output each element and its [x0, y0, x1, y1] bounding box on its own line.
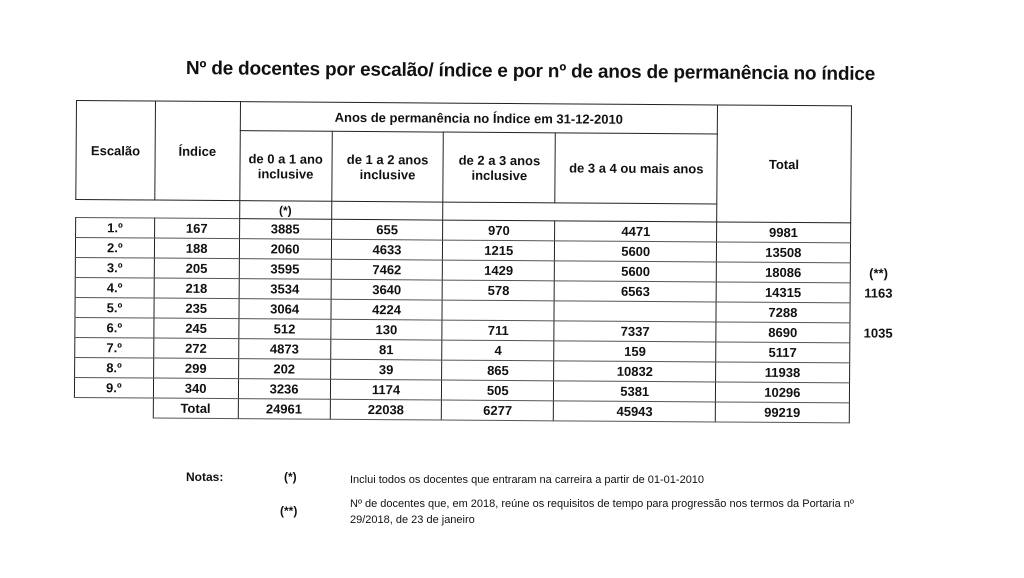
cell-1-2: 655 [331, 219, 443, 240]
cell-escalao: 4.º [75, 277, 154, 298]
cell-side-note [849, 343, 906, 363]
cell-escalao: 1.º [76, 218, 155, 239]
cell-0-1: 202 [238, 359, 330, 380]
cell-2-3 [442, 300, 554, 321]
cell-2-3: 578 [443, 280, 555, 301]
cell-2-3: 865 [442, 360, 554, 381]
cell-escalao: 6.º [75, 317, 154, 338]
page-title: Nº de docentes por escalão/ índice e por nº de anos de permanência no índice [185, 58, 876, 86]
totals-total: 99219 [716, 402, 849, 423]
cell-escalao: 9.º [74, 377, 153, 398]
header-group: Anos de permanência no Índice em 31-12-2010 [240, 102, 718, 134]
totals-label: Total [153, 398, 238, 419]
side-blank [850, 106, 908, 223]
docentes-table [74, 100, 908, 424]
star-row-blank [76, 200, 240, 219]
cell-3-4: 4471 [555, 221, 717, 242]
header-escalao: Escalão [76, 101, 155, 201]
cell-0-1: 3236 [238, 379, 330, 400]
cell-0-1: 3885 [239, 219, 331, 240]
cell-total: 9981 [717, 222, 850, 243]
cell-indice: 205 [154, 258, 239, 279]
cell-indice: 245 [154, 318, 239, 339]
cell-total: 14315 [716, 282, 849, 303]
header-col-2-3: de 2 a 3 anos inclusive [443, 132, 555, 203]
cell-total: 13508 [717, 242, 850, 263]
cell-1-2: 1174 [330, 379, 442, 400]
cell-3-4: 5600 [554, 261, 716, 282]
note-1-mark: (*) [284, 470, 297, 484]
cell-indice: 167 [154, 218, 239, 239]
note-2-mark: (**) [280, 504, 298, 518]
note-1-text: Inclui todos os docentes que entraram na carreira a partir de 01-01-2010 [350, 474, 705, 486]
header-col-0-1: de 0 a 1 ano inclusive [239, 131, 332, 202]
cell-side-note [850, 243, 907, 263]
cell-total: 11938 [716, 362, 849, 383]
cell-side-note: 1035 [863, 325, 893, 341]
cell-escalao: 7.º [75, 337, 154, 358]
cell-total: 10296 [716, 382, 849, 403]
cell-3-4: 5600 [555, 241, 717, 262]
cell-0-1: 3595 [239, 259, 331, 280]
cell-2-3: 711 [442, 320, 554, 341]
cell-0-1: 3064 [239, 299, 331, 320]
cell-side-note [849, 303, 906, 323]
note-2-line1: Nº de docentes que, em 2018, reúne os requisitos de tempo para progressão nos termos da Portaria nº [350, 498, 854, 510]
star-cell-empty [443, 202, 717, 222]
cell-3-4: 7337 [554, 321, 716, 342]
header-indice: Índice [155, 101, 241, 201]
header-col-3-4: de 3 a 4 ou mais anos [555, 133, 718, 204]
cell-2-3: 505 [442, 380, 554, 401]
cell-0-1: 2060 [239, 239, 331, 260]
cell-indice: 340 [153, 378, 238, 399]
cell-2-3: 1429 [443, 260, 555, 281]
cell-1-2: 4224 [331, 299, 443, 320]
cell-1-2: 7462 [331, 259, 443, 280]
cell-side-note [849, 383, 906, 403]
cell-2-3: 4 [442, 340, 554, 361]
cell-indice: 272 [153, 338, 238, 359]
cell-1-2: 81 [330, 339, 442, 360]
cell-3-4: 159 [554, 341, 716, 362]
cell-side-note [849, 363, 906, 383]
star-mark: (*) [239, 201, 331, 220]
cell-indice: 299 [153, 358, 238, 379]
cell-indice: 188 [154, 238, 239, 259]
cell-3-4: 6563 [554, 281, 716, 302]
cell-2-3: 1215 [443, 240, 555, 261]
cell-2-3: 970 [443, 220, 555, 241]
totals-c2: 6277 [442, 400, 554, 421]
totals-side-blank [849, 403, 906, 423]
totals-blank [74, 397, 153, 418]
cell-total: 8690 [716, 322, 849, 343]
cell-escalao: 5.º [75, 297, 154, 318]
note-2-line2: 29/2018, de 23 de janeiro [350, 514, 475, 526]
cell-total: 5117 [716, 342, 849, 363]
header-col-1-2: de 1 a 2 anos inclusive [331, 131, 443, 202]
cell-0-1: 4873 [238, 339, 330, 360]
cell-side-note: (**) [869, 265, 889, 281]
cell-escalao: 8.º [75, 357, 154, 378]
notes-label: Notas: [186, 470, 224, 484]
cell-side-note [850, 223, 907, 243]
cell-0-1: 3534 [239, 279, 331, 300]
cell-indice: 235 [154, 298, 239, 319]
cell-1-2: 130 [330, 319, 442, 340]
cell-total: 7288 [716, 302, 849, 323]
cell-1-2: 3640 [331, 279, 443, 300]
header-total: Total [717, 105, 851, 223]
cell-3-4: 5381 [554, 381, 716, 402]
cell-3-4: 10832 [554, 361, 716, 382]
cell-total: 18086 [717, 262, 850, 283]
star-cell-empty [331, 201, 443, 220]
cell-0-1: 512 [238, 319, 330, 340]
document-body [74, 100, 908, 424]
totals-c0: 24961 [238, 399, 330, 420]
cell-1-2: 39 [330, 359, 442, 380]
cell-1-2: 4633 [331, 239, 443, 260]
cell-escalao: 3.º [75, 257, 154, 278]
totals-c1: 22038 [330, 399, 442, 420]
totals-c3: 45943 [554, 401, 716, 422]
cell-3-4 [554, 301, 716, 322]
cell-side-note: 1163 [864, 285, 893, 301]
cell-indice: 218 [154, 278, 239, 299]
cell-escalao: 2.º [75, 238, 154, 259]
